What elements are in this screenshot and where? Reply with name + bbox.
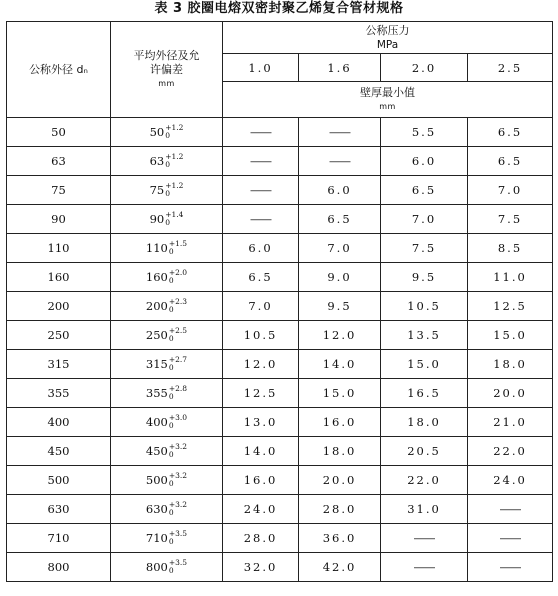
cell-wall-thickness: 20.0 bbox=[468, 379, 553, 408]
cell-outer-diameter: 200 bbox=[7, 292, 111, 321]
tolerance-stack bbox=[165, 212, 183, 226]
cell-wall-thickness: —— bbox=[468, 524, 553, 553]
cell-wall-thickness: 16.0 bbox=[299, 408, 381, 437]
cell-wall-thickness: 15.0 bbox=[468, 321, 553, 350]
mean-diameter-value: 710 bbox=[145, 531, 168, 545]
cell-mean-diameter bbox=[111, 292, 223, 321]
mean-diameter-value: 50 bbox=[149, 125, 165, 139]
cell-wall-thickness: 14.0 bbox=[223, 437, 299, 466]
cell-wall-thickness: 15.0 bbox=[381, 350, 468, 379]
cell-wall-thickness: 7.0 bbox=[468, 176, 553, 205]
mean-diameter-with-tolerance bbox=[146, 241, 187, 255]
tolerance-upper: +2.0 bbox=[168, 268, 188, 277]
cell-wall-thickness: 22.0 bbox=[468, 437, 553, 466]
header-pressure-3: 2.0 bbox=[381, 54, 468, 82]
tolerance-upper: +2.5 bbox=[168, 326, 188, 335]
cell-wall-thickness: 24.0 bbox=[468, 466, 553, 495]
tolerance-upper: +2.3 bbox=[168, 297, 188, 306]
cell-wall-thickness: 12.0 bbox=[223, 350, 299, 379]
tolerance-stack bbox=[169, 241, 187, 255]
mean-diameter-value: 800 bbox=[145, 560, 168, 574]
tolerance-lower: 0 bbox=[168, 305, 174, 314]
mean-diameter-value: 200 bbox=[145, 299, 168, 313]
tolerance-upper: +1.5 bbox=[168, 239, 188, 248]
cell-wall-thickness: —— bbox=[468, 495, 553, 524]
mean-diameter-value: 110 bbox=[145, 241, 168, 255]
tolerance-stack bbox=[169, 560, 187, 574]
table-title: 表 3 胶圈电熔双密封聚乙烯复合管材规格 bbox=[154, 1, 404, 16]
table-row bbox=[7, 321, 553, 350]
cell-mean-diameter bbox=[111, 321, 223, 350]
cell-wall-thickness: 13.5 bbox=[381, 321, 468, 350]
tolerance-stack bbox=[165, 154, 183, 168]
tolerance-stack bbox=[169, 502, 187, 516]
cell-wall-thickness: 6.5 bbox=[468, 147, 553, 176]
cell-mean-diameter bbox=[111, 205, 223, 234]
cell-wall-thickness: 16.5 bbox=[381, 379, 468, 408]
mean-diameter-with-tolerance bbox=[146, 473, 187, 487]
cell-wall-thickness: 10.5 bbox=[381, 292, 468, 321]
cell-wall-thickness: 6.0 bbox=[299, 176, 381, 205]
cell-wall-thickness: 12.5 bbox=[223, 379, 299, 408]
tolerance-lower: 0 bbox=[168, 450, 174, 459]
cell-wall-thickness: 42.0 bbox=[299, 553, 381, 582]
cell-mean-diameter bbox=[111, 466, 223, 495]
cell-wall-thickness: 14.0 bbox=[299, 350, 381, 379]
cell-wall-thickness: 6.0 bbox=[381, 147, 468, 176]
cell-wall-thickness: 12.5 bbox=[468, 292, 553, 321]
tolerance-upper: +3.0 bbox=[168, 413, 188, 422]
cell-wall-thickness: 6.5 bbox=[223, 263, 299, 292]
mean-diameter-with-tolerance bbox=[150, 183, 184, 197]
cell-wall-thickness: —— bbox=[223, 147, 299, 176]
table-row bbox=[7, 379, 553, 408]
header-outer-diameter: 公称外径 dₙ bbox=[7, 22, 111, 118]
tolerance-upper: +1.2 bbox=[165, 152, 184, 161]
cell-wall-thickness: 7.0 bbox=[381, 205, 468, 234]
mean-diameter-value: 75 bbox=[149, 183, 165, 197]
tolerance-stack bbox=[169, 473, 187, 487]
tolerance-lower: 0 bbox=[165, 160, 170, 169]
cell-wall-thickness: 20.0 bbox=[299, 466, 381, 495]
cell-wall-thickness: 20.5 bbox=[381, 437, 468, 466]
tolerance-stack bbox=[165, 125, 183, 139]
header-pressure-2: 1.6 bbox=[299, 54, 381, 82]
mean-diameter-value: 450 bbox=[145, 444, 168, 458]
table-body bbox=[7, 118, 553, 582]
cell-mean-diameter bbox=[111, 263, 223, 292]
tolerance-upper: +3.2 bbox=[168, 471, 188, 480]
tolerance-upper: +3.5 bbox=[168, 529, 188, 538]
mean-diameter-with-tolerance bbox=[146, 502, 187, 516]
cell-wall-thickness: 10.5 bbox=[223, 321, 299, 350]
tolerance-lower: 0 bbox=[168, 392, 174, 401]
tolerance-lower: 0 bbox=[168, 363, 174, 372]
header-mean-diameter-unit: mm bbox=[158, 78, 175, 88]
cell-wall-thickness: —— bbox=[223, 118, 299, 147]
mean-diameter-value: 400 bbox=[145, 415, 168, 429]
cell-mean-diameter bbox=[111, 234, 223, 263]
cell-mean-diameter bbox=[111, 118, 223, 147]
mean-diameter-with-tolerance bbox=[150, 125, 184, 139]
tolerance-upper: +3.2 bbox=[168, 500, 188, 509]
tolerance-lower: 0 bbox=[168, 566, 174, 575]
cell-wall-thickness: 31.0 bbox=[381, 495, 468, 524]
tolerance-upper: +1.2 bbox=[165, 123, 184, 132]
tolerance-lower: 0 bbox=[165, 189, 170, 198]
mean-diameter-with-tolerance bbox=[150, 212, 184, 226]
cell-wall-thickness: 16.0 bbox=[223, 466, 299, 495]
cell-wall-thickness: 8.5 bbox=[468, 234, 553, 263]
table-row bbox=[7, 292, 553, 321]
cell-outer-diameter: 160 bbox=[7, 263, 111, 292]
table-row bbox=[7, 118, 553, 147]
cell-wall-thickness: 5.5 bbox=[381, 118, 468, 147]
mean-diameter-with-tolerance bbox=[146, 357, 187, 371]
cell-wall-thickness: 32.0 bbox=[223, 553, 299, 582]
cell-outer-diameter: 400 bbox=[7, 408, 111, 437]
header-pressure-1: 1.0 bbox=[223, 54, 299, 82]
cell-outer-diameter: 630 bbox=[7, 495, 111, 524]
cell-outer-diameter: 110 bbox=[7, 234, 111, 263]
cell-wall-thickness: 7.0 bbox=[299, 234, 381, 263]
cell-wall-thickness: 18.0 bbox=[468, 350, 553, 379]
cell-outer-diameter: 315 bbox=[7, 350, 111, 379]
cell-mean-diameter bbox=[111, 524, 223, 553]
cell-outer-diameter: 63 bbox=[7, 147, 111, 176]
cell-wall-thickness: 28.0 bbox=[223, 524, 299, 553]
cell-wall-thickness: 36.0 bbox=[299, 524, 381, 553]
tolerance-stack bbox=[165, 183, 183, 197]
tolerance-stack bbox=[169, 270, 187, 284]
cell-wall-thickness: —— bbox=[223, 176, 299, 205]
cell-wall-thickness: 21.0 bbox=[468, 408, 553, 437]
cell-outer-diameter: 710 bbox=[7, 524, 111, 553]
header-pressure-4: 2.5 bbox=[468, 54, 553, 82]
cell-wall-thickness: 13.0 bbox=[223, 408, 299, 437]
tolerance-stack bbox=[169, 415, 187, 429]
tolerance-lower: 0 bbox=[168, 479, 174, 488]
cell-outer-diameter: 90 bbox=[7, 205, 111, 234]
tolerance-upper: +3.2 bbox=[168, 442, 188, 451]
cell-wall-thickness: 7.5 bbox=[468, 205, 553, 234]
cell-mean-diameter bbox=[111, 379, 223, 408]
tolerance-lower: 0 bbox=[168, 276, 174, 285]
mean-diameter-with-tolerance bbox=[146, 531, 187, 545]
tolerance-upper: +2.8 bbox=[168, 384, 188, 393]
cell-mean-diameter bbox=[111, 176, 223, 205]
cell-mean-diameter bbox=[111, 350, 223, 379]
cell-outer-diameter: 500 bbox=[7, 466, 111, 495]
table-row bbox=[7, 437, 553, 466]
tolerance-upper: +1.4 bbox=[165, 210, 184, 219]
table-row bbox=[7, 147, 553, 176]
tolerance-upper: +3.5 bbox=[168, 558, 188, 567]
cell-outer-diameter: 50 bbox=[7, 118, 111, 147]
cell-wall-thickness: 6.5 bbox=[381, 176, 468, 205]
cell-wall-thickness: 28.0 bbox=[299, 495, 381, 524]
cell-wall-thickness: 9.5 bbox=[299, 292, 381, 321]
pipe-spec-table bbox=[6, 21, 553, 582]
cell-wall-thickness: 24.0 bbox=[223, 495, 299, 524]
tolerance-lower: 0 bbox=[168, 508, 174, 517]
table-row bbox=[7, 234, 553, 263]
cell-mean-diameter bbox=[111, 553, 223, 582]
tolerance-upper: +1.2 bbox=[165, 181, 184, 190]
cell-wall-thickness: 9.0 bbox=[299, 263, 381, 292]
mean-diameter-value: 63 bbox=[149, 154, 165, 168]
tolerance-lower: 0 bbox=[168, 421, 174, 430]
cell-mean-diameter bbox=[111, 408, 223, 437]
cell-outer-diameter: 450 bbox=[7, 437, 111, 466]
cell-wall-thickness: —— bbox=[223, 205, 299, 234]
tolerance-upper: +2.7 bbox=[168, 355, 188, 364]
cell-outer-diameter: 250 bbox=[7, 321, 111, 350]
table-row bbox=[7, 466, 553, 495]
mean-diameter-with-tolerance bbox=[150, 154, 184, 168]
cell-wall-thickness: 18.0 bbox=[381, 408, 468, 437]
tolerance-stack bbox=[169, 444, 187, 458]
cell-wall-thickness: 22.0 bbox=[381, 466, 468, 495]
cell-wall-thickness: 18.0 bbox=[299, 437, 381, 466]
table-row bbox=[7, 176, 553, 205]
cell-wall-thickness: 9.5 bbox=[381, 263, 468, 292]
cell-wall-thickness: —— bbox=[381, 553, 468, 582]
table-header bbox=[7, 22, 553, 118]
table-row bbox=[7, 263, 553, 292]
mean-diameter-with-tolerance bbox=[146, 444, 187, 458]
mean-diameter-with-tolerance bbox=[146, 386, 187, 400]
table-row bbox=[7, 524, 553, 553]
cell-outer-diameter: 355 bbox=[7, 379, 111, 408]
mean-diameter-value: 90 bbox=[149, 212, 165, 226]
tolerance-lower: 0 bbox=[165, 218, 170, 227]
mean-diameter-with-tolerance bbox=[146, 270, 187, 284]
table-row bbox=[7, 205, 553, 234]
cell-wall-thickness: —— bbox=[299, 147, 381, 176]
tolerance-stack bbox=[169, 299, 187, 313]
cell-wall-thickness: —— bbox=[299, 118, 381, 147]
header-min-wall-label: 壁厚最小值 bbox=[360, 85, 415, 99]
cell-wall-thickness: 6.0 bbox=[223, 234, 299, 263]
mean-diameter-value: 500 bbox=[145, 473, 168, 487]
mean-diameter-value: 250 bbox=[145, 328, 168, 342]
tolerance-stack bbox=[169, 386, 187, 400]
mean-diameter-value: 315 bbox=[145, 357, 168, 371]
header-pressure bbox=[223, 22, 553, 54]
cell-wall-thickness: 6.5 bbox=[299, 205, 381, 234]
mean-diameter-value: 355 bbox=[145, 386, 168, 400]
cell-wall-thickness: 7.0 bbox=[223, 292, 299, 321]
cell-wall-thickness: 12.0 bbox=[299, 321, 381, 350]
header-mean-diameter-label: 平均外径及允许偏差 bbox=[133, 48, 200, 76]
cell-wall-thickness: —— bbox=[468, 553, 553, 582]
tolerance-lower: 0 bbox=[168, 247, 174, 256]
table-row bbox=[7, 553, 553, 582]
tolerance-lower: 0 bbox=[168, 537, 174, 546]
tolerance-stack bbox=[169, 531, 187, 545]
cell-wall-thickness: 7.5 bbox=[381, 234, 468, 263]
mean-diameter-with-tolerance bbox=[146, 328, 187, 342]
tolerance-lower: 0 bbox=[165, 131, 170, 140]
table-row bbox=[7, 408, 553, 437]
cell-outer-diameter: 75 bbox=[7, 176, 111, 205]
cell-mean-diameter bbox=[111, 147, 223, 176]
mean-diameter-with-tolerance bbox=[146, 415, 187, 429]
cell-wall-thickness: 11.0 bbox=[468, 263, 553, 292]
table-row bbox=[7, 350, 553, 379]
cell-mean-diameter bbox=[111, 495, 223, 524]
header-pressure-label: 公称压力 bbox=[365, 23, 410, 37]
cell-wall-thickness: —— bbox=[381, 524, 468, 553]
header-pressure-unit: MPa bbox=[376, 38, 399, 51]
mean-diameter-with-tolerance bbox=[146, 560, 187, 574]
tolerance-stack bbox=[169, 328, 187, 342]
table-row bbox=[7, 495, 553, 524]
cell-outer-diameter: 800 bbox=[7, 553, 111, 582]
cell-wall-thickness: 6.5 bbox=[468, 118, 553, 147]
tolerance-stack bbox=[169, 357, 187, 371]
mean-diameter-with-tolerance bbox=[146, 299, 187, 313]
header-mean-diameter bbox=[111, 22, 223, 118]
mean-diameter-value: 630 bbox=[145, 502, 168, 516]
header-min-wall bbox=[223, 82, 553, 118]
mean-diameter-value: 160 bbox=[145, 270, 168, 284]
header-min-wall-unit: mm bbox=[379, 101, 396, 111]
tolerance-lower: 0 bbox=[168, 334, 174, 343]
cell-wall-thickness: 15.0 bbox=[299, 379, 381, 408]
cell-mean-diameter bbox=[111, 437, 223, 466]
